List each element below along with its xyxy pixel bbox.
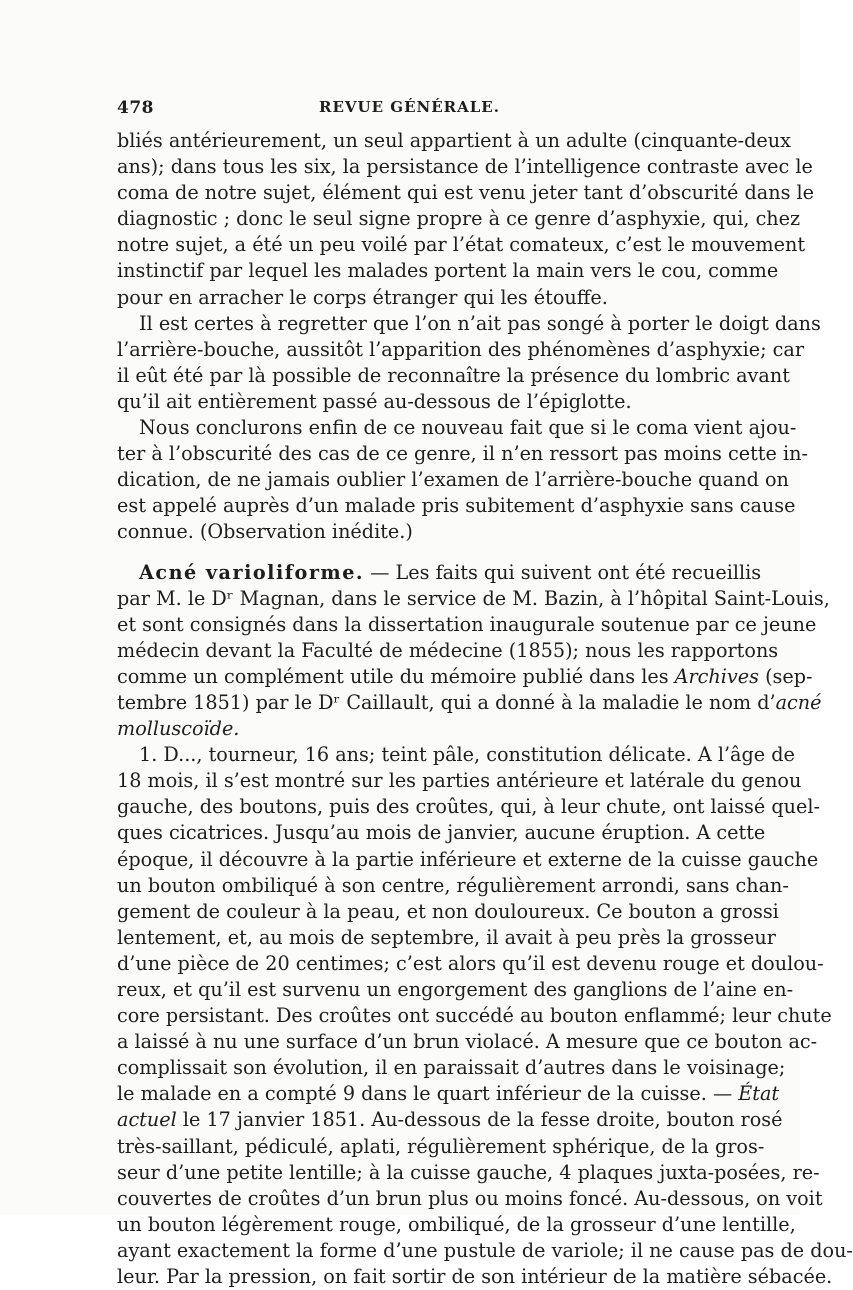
text-line: bliés antérieurement, un seul appartient à un adulte (cinquante-deux	[117, 129, 791, 152]
text-line: reux, et qu’il est survenu un engorgement des ganglions de l’aine en-	[117, 978, 794, 1001]
text-line: coma de notre sujet, élément qui est venu jeter tant d’obscurité dans le	[117, 181, 815, 205]
text-line: médecin devant la Faculté de médecine (1855); nous les rapportons	[117, 638, 779, 662]
text-line: d’une pièce de 20 centimes; c’est alors qu’il est devenu rouge et doulou-	[117, 951, 824, 975]
text-line: core persistant. Des croûtes ont succédé au bouton enflammé; leur chute	[117, 1004, 832, 1028]
text-line: il eût été par là possible de reconnaître la présence du lombric avant	[117, 363, 790, 387]
text-line: un bouton ombiliqué à son centre, régulièrement arrondi, sans chan-	[117, 873, 789, 897]
text-line	[117, 716, 695, 742]
text-line: et sont consignés dans la dissertation inaugurale soutenue par ce jeune	[117, 612, 817, 636]
section-heading: Acné varioliforme.	[139, 560, 365, 584]
text-run: — Les faits qui suivent ont été recueillis	[370, 560, 762, 584]
text-line: Nous conclurons enfin de ce nouveau fait que si le coma vient ajou-	[139, 416, 797, 440]
text-line: notre sujet, a été un peu voilé par l’état comateux, c’est le mouvement	[117, 233, 806, 257]
body-text	[117, 128, 853, 1290]
text-line: pour en arracher le corps étranger qui les étouffe.	[117, 285, 608, 309]
text-run: (sep-	[758, 664, 813, 688]
text-line: par M. le Dʳ Magnan, dans le service de M. Bazin, à l’hôpital Saint-Louis,	[117, 586, 830, 610]
text-line: ques cicatrices. Jusqu’au mois de janvier, aucune éruption. A cette	[117, 821, 766, 845]
text-line: diagnostic ; donc le seul signe propre à ce genre d’asphyxie, qui, chez	[117, 207, 801, 231]
italic-term: État	[738, 1082, 780, 1106]
text-line: couvertes de croûtes d’un brun plus ou moins foncé. Au-dessous, on voit	[117, 1186, 823, 1210]
text-line: seur d’une petite lentille; à la cuisse gauche, 4 plaques juxta-posées, re-	[117, 1160, 820, 1184]
text-line: leur. Par la pression, on fait sortir de son intérieur de la matière sébacée.	[117, 1265, 833, 1289]
page-number: 478	[117, 98, 154, 118]
text-line	[117, 1081, 780, 1107]
text-line: instinctif par lequel les malades portent la main vers le cou, comme	[117, 259, 779, 283]
text-line: ter à l’obscurité des cas de ce genre, il n’en ressort pas moins cette in-	[117, 442, 808, 466]
journal-title: Archives	[674, 664, 759, 688]
running-header	[117, 98, 697, 126]
text-line	[117, 560, 762, 586]
text-run: le malade en a compté 9 dans le quart inférieur de la cuisse. —	[117, 1082, 739, 1106]
text-line	[117, 664, 813, 690]
text-line: Il est certes à regretter que l’on n’ait pas songé à porter le doigt dans	[139, 311, 821, 335]
text-line: lentement, et, au mois de septembre, il avait à peu près la grosseur	[117, 925, 776, 949]
text-line: ans); dans tous les six, la persistance de l’intelligence contraste avec le	[117, 155, 813, 179]
text-line: gement de couleur à la peau, et non douloureux. Ce bouton a grossi	[117, 899, 779, 923]
section-gap	[117, 546, 695, 560]
running-title: REVUE GÉNÉRALE.	[319, 98, 500, 116]
text-line	[117, 1107, 783, 1133]
text-line: ayant exactement la forme d’une pustule de variole; il ne cause pas de dou-	[117, 1238, 853, 1262]
text-line: complissait son évolution, il en paraissait d’autres dans le voisinage;	[117, 1056, 786, 1080]
italic-term: actuel	[117, 1108, 177, 1132]
text-run: tembre 1851) par le Dʳ Caillault, qui a donné à la maladie le nom d’	[117, 690, 776, 714]
text-line: l’arrière-bouche, aussitôt l’apparition des phénomènes d’asphyxie; car	[117, 337, 804, 361]
italic-term: acné	[775, 690, 822, 714]
text-line	[117, 690, 822, 716]
text-line: connue. (Observation inédite.)	[117, 520, 413, 544]
text-line: est appelé auprès d’un malade pris subitement d’asphyxie sans cause	[117, 494, 796, 518]
text-line: un bouton légèrement rouge, ombiliqué, de la grosseur d’une lentille,	[117, 1212, 796, 1236]
text-line: gauche, des boutons, puis des croûtes, qui, à leur chute, ont laissé quel-	[117, 795, 820, 819]
text-line: qu’il ait entièrement passé au-dessous de l’épiglotte.	[117, 389, 632, 413]
text-line: très-saillant, pédiculé, aplati, régulièrement sphérique, de la gros-	[117, 1134, 765, 1158]
text-line: 18 mois, il s’est montré sur les parties antérieure et latérale du genou	[117, 769, 802, 793]
italic-term: molluscoïde.	[117, 717, 240, 741]
text-line: a laissé à nu une surface d’un brun violacé. A mesure que ce bouton ac-	[117, 1030, 818, 1054]
text-line: époque, il découvre à la partie inférieure et externe de la cuisse gauche	[117, 847, 819, 871]
text-run: comme un complément utile du mémoire publié dans les	[117, 664, 675, 688]
text-run: le 17 janvier 1851. Au-dessous de la fesse droite, bouton rosé	[176, 1108, 783, 1132]
text-line: dication, de ne jamais oublier l’examen de l’arrière-bouche quand on	[117, 468, 789, 492]
text-line: 1. D..., tourneur, 16 ans; teint pâle, constitution délicate. A l’âge de	[139, 743, 795, 767]
